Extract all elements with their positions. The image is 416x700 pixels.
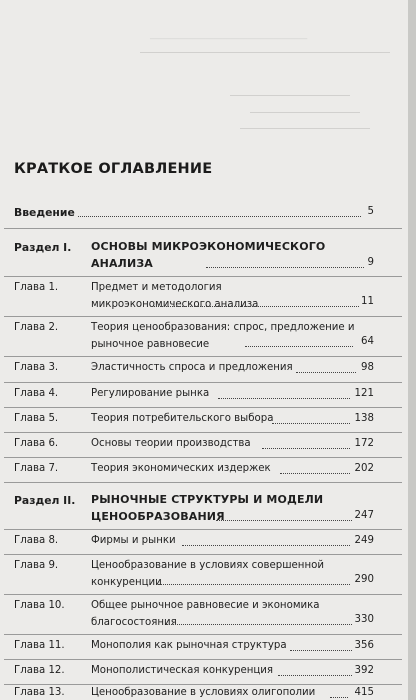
- toc-page-chapter-10: 330: [354, 614, 374, 625]
- toc-page-chapter-8: 249: [354, 535, 374, 546]
- page-edge: [408, 0, 416, 700]
- dot-leader: [206, 267, 364, 268]
- dot-leader: [78, 216, 361, 217]
- toc-label-chapter-13: Глава 13.: [14, 687, 65, 698]
- toc-title-chapter-4: Регулирование рынка: [91, 388, 210, 399]
- separator: [4, 529, 402, 530]
- separator: [4, 457, 402, 458]
- toc-page-chapter-13: 415: [354, 687, 374, 698]
- toc-page-chapter-9: 290: [354, 574, 374, 585]
- separator: [4, 316, 402, 317]
- toc-title-chapter-7: Теория экономических издержек: [91, 463, 271, 474]
- dot-leader: [216, 520, 352, 521]
- separator: [4, 659, 402, 660]
- dot-leader: [330, 697, 348, 698]
- dot-leader: [290, 650, 352, 651]
- toc-label-chapter-10: Глава 10.: [14, 600, 65, 611]
- dot-leader: [245, 346, 353, 347]
- toc-title-chapter-9: Ценообразование в условиях совершенной конкуренции: [91, 560, 324, 588]
- toc-label-section-2: Раздел II.: [14, 494, 76, 507]
- toc-label-chapter-9: Глава 9.: [14, 560, 59, 571]
- toc-label-chapter-12: Глава 12.: [14, 665, 65, 676]
- toc-label-chapter-1: Глава 1.: [14, 282, 59, 293]
- toc-page-chapter-4: 121: [354, 388, 374, 399]
- toc-label-chapter-5: Глава 5.: [14, 413, 59, 424]
- toc-label-chapter-3: Глава 3.: [14, 362, 59, 373]
- toc-label-intro: Введение: [14, 206, 75, 219]
- separator: [4, 382, 402, 383]
- toc-page-chapter-5: 138: [354, 413, 374, 424]
- toc-title-chapter-5: Теория потребительского выбора: [91, 413, 274, 424]
- dot-leader: [158, 584, 350, 585]
- toc-title-chapter-3: Эластичность спроса и предложения: [91, 362, 293, 373]
- toc-title-chapter-11: Монополия как рыночная структура: [91, 640, 287, 651]
- toc-label-chapter-11: Глава 11.: [14, 640, 65, 651]
- toc-page-chapter-3: 98: [361, 362, 374, 373]
- dot-leader: [182, 545, 350, 546]
- separator: [4, 594, 402, 595]
- toc-label-chapter-2: Глава 2.: [14, 322, 59, 333]
- separator: [4, 634, 402, 635]
- dot-leader: [262, 448, 350, 449]
- toc-label-chapter-6: Глава 6.: [14, 438, 59, 449]
- toc-page-chapter-6: 172: [354, 438, 374, 449]
- toc-title-section-2: РЫНОЧНЫЕ СТРУКТУРЫ И МОДЕЛИ ЦЕНООБРАЗОВАНИЯ: [91, 493, 324, 523]
- toc-page-chapter-7: 202: [354, 463, 374, 474]
- show-through-text: _____________________________________: [0, 0, 408, 150]
- toc-title-chapter-10: Общее рыночное равновесие и экономика благосостояния: [91, 600, 320, 628]
- separator: [4, 228, 402, 229]
- dot-leader: [218, 398, 350, 399]
- dot-leader: [280, 473, 350, 474]
- toc-title-chapter-1: Предмет и методология микроэкономического анализа: [91, 282, 259, 310]
- toc-title-section-1: ОСНОВЫ МИКРОЭКОНОМИЧЕСКОГО АНАЛИЗА: [91, 240, 326, 270]
- toc-page-section-2: 247: [354, 510, 374, 521]
- toc-page-section-1: 9: [367, 257, 374, 268]
- toc-title-chapter-12: Монополистическая конкуренция: [91, 665, 274, 676]
- separator: [4, 276, 402, 277]
- dot-leader: [296, 372, 356, 373]
- separator: [4, 356, 402, 357]
- toc-label-chapter-7: Глава 7.: [14, 463, 59, 474]
- toc-page-chapter-1: 11: [361, 296, 374, 307]
- toc-page-intro: 5: [367, 206, 374, 217]
- toc-label-chapter-8: Глава 8.: [14, 535, 59, 546]
- toc-label-section-1: Раздел I.: [14, 241, 72, 254]
- separator: [4, 407, 402, 408]
- toc-page-chapter-12: 392: [354, 665, 374, 676]
- dot-leader: [278, 675, 352, 676]
- toc-title-chapter-13: Ценообразование в условиях олигополии: [91, 687, 316, 698]
- separator: [4, 482, 402, 483]
- toc-label-chapter-4: Глава 4.: [14, 388, 59, 399]
- separator: [4, 432, 402, 433]
- dot-leader: [166, 624, 352, 625]
- toc-title-chapter-8: Фирмы и рынки: [91, 535, 176, 546]
- separator: [4, 554, 402, 555]
- dot-leader: [154, 306, 359, 307]
- toc-title-chapter-6: Основы теории производства: [91, 438, 251, 449]
- dot-leader: [272, 423, 350, 424]
- toc-page-chapter-2: 64: [361, 336, 374, 347]
- toc-page-chapter-11: 356: [354, 640, 374, 651]
- toc-title-chapter-2: Теория ценообразования: спрос, предложение и рыночное равновесие: [91, 322, 355, 350]
- toc-heading: КРАТКОЕ ОГЛАВЛЕНИЕ: [14, 161, 213, 177]
